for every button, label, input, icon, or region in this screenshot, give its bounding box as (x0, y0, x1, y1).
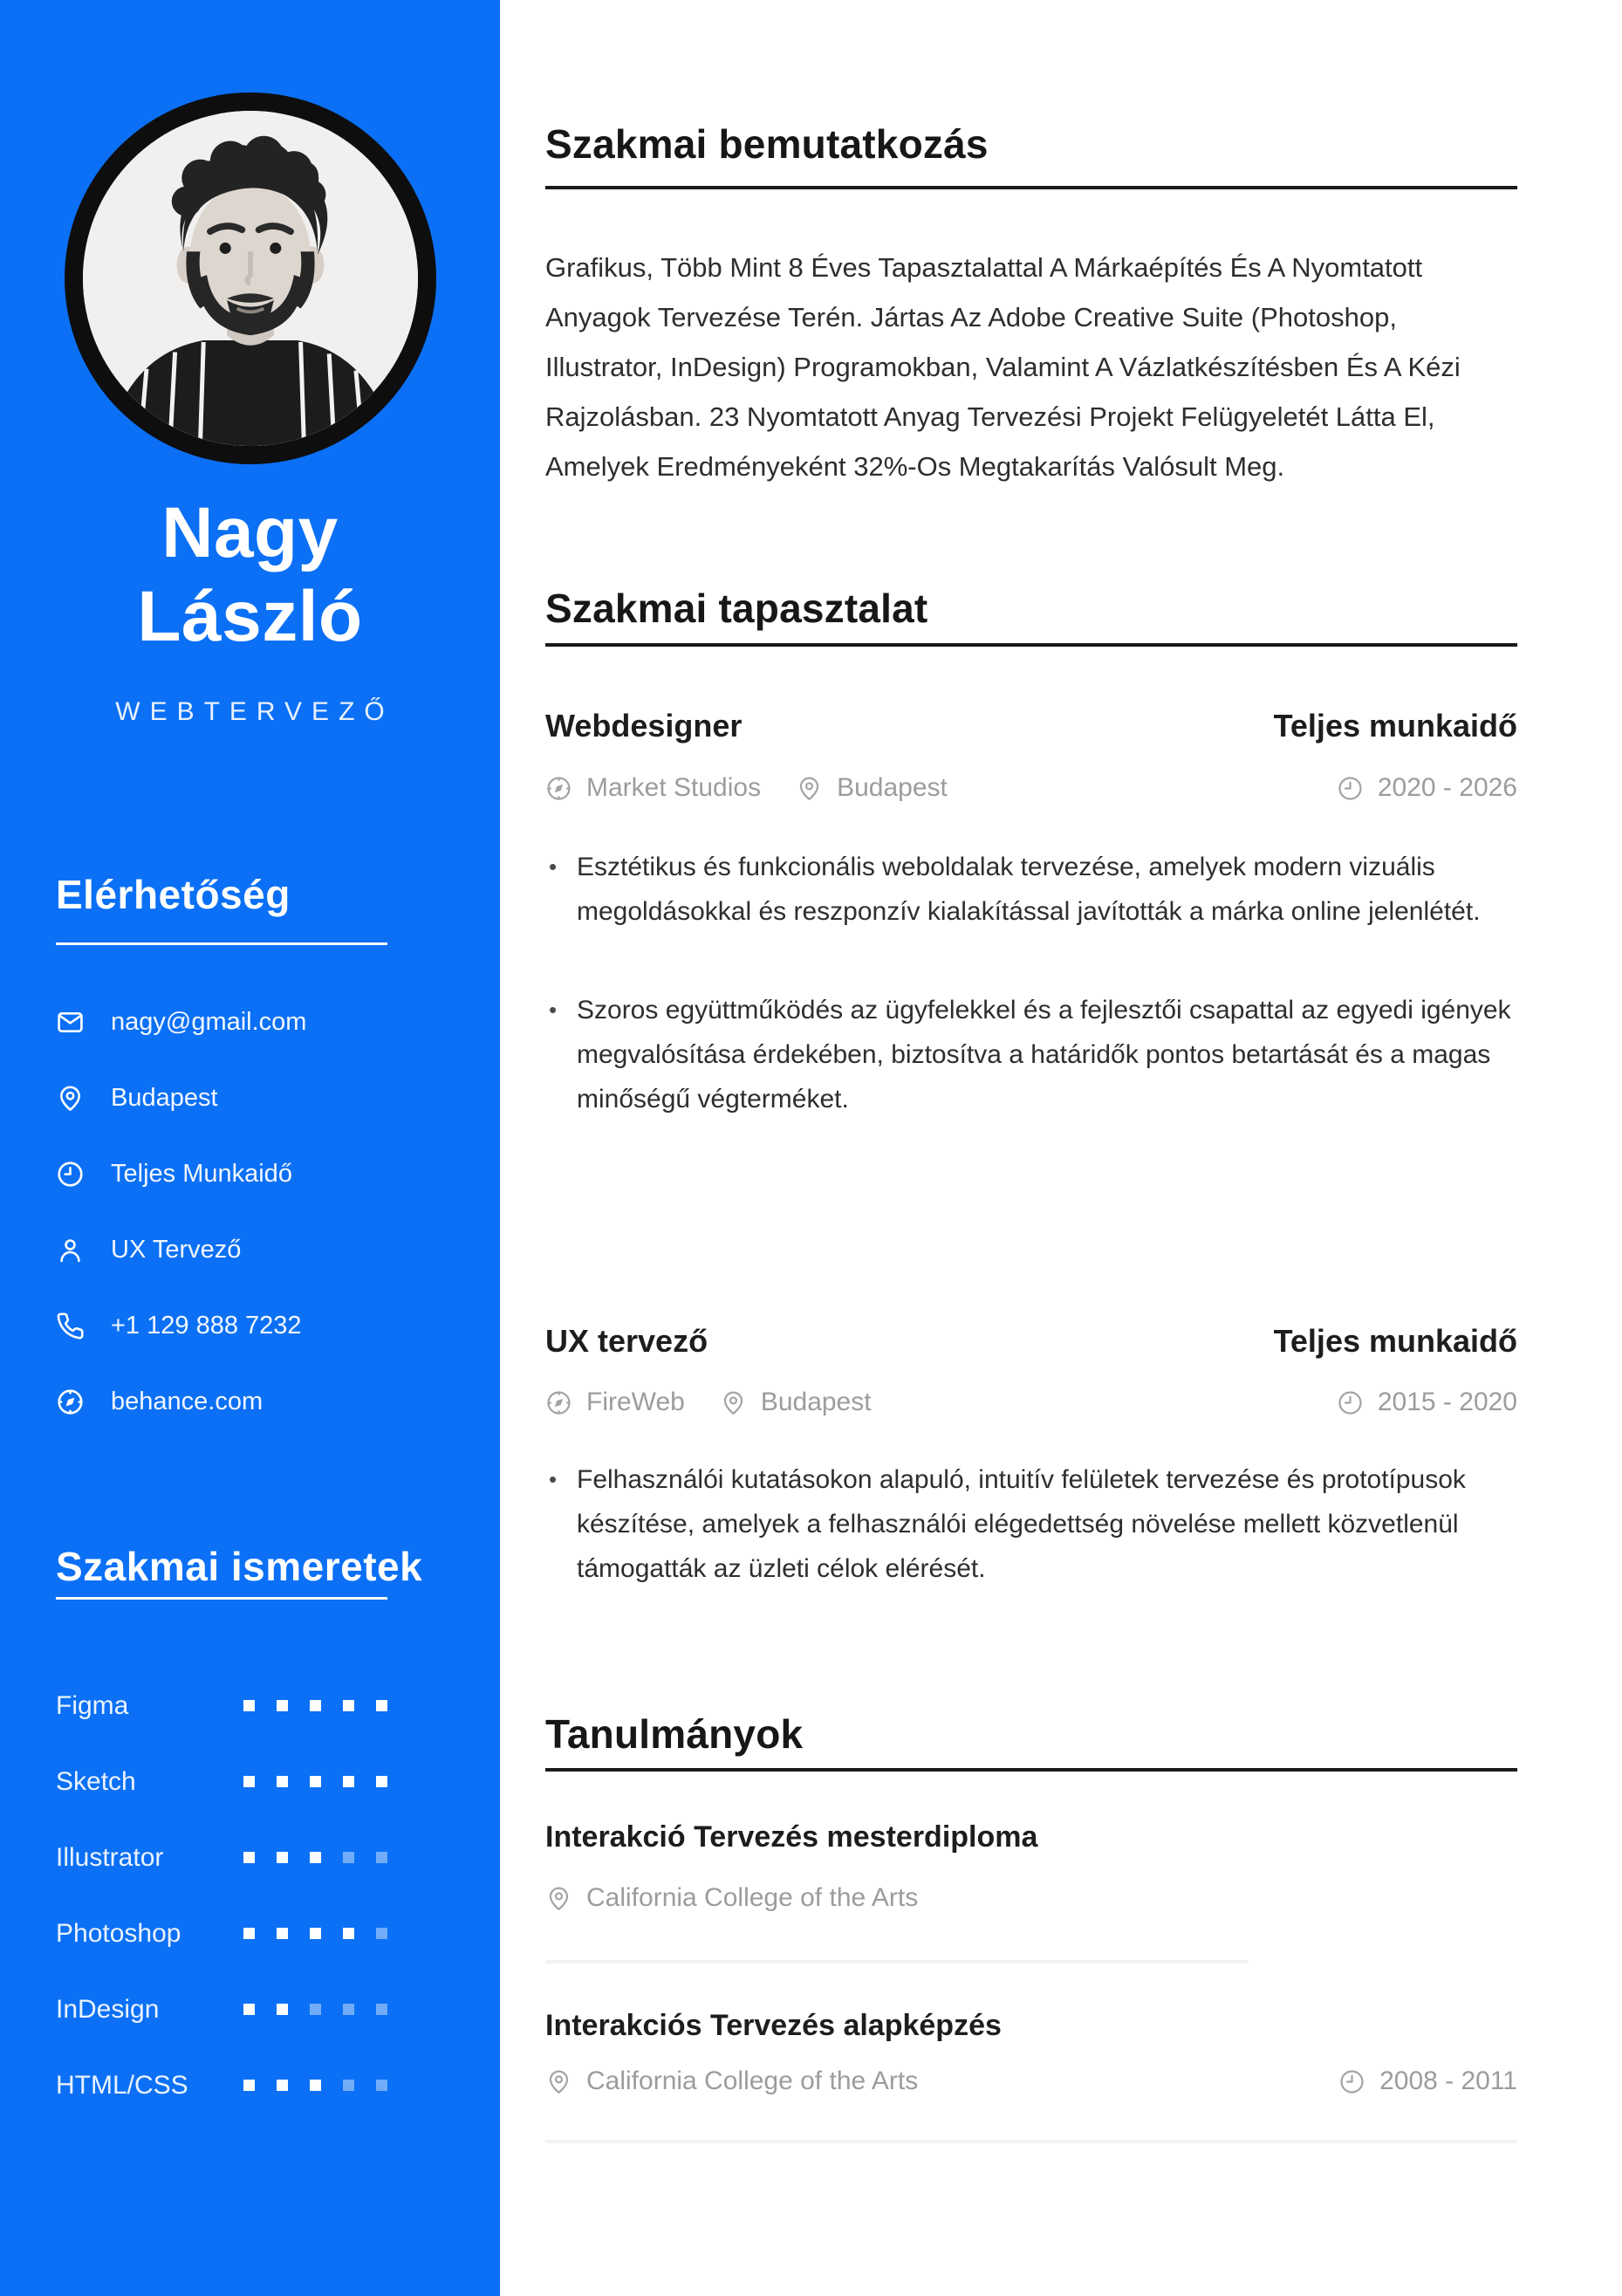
skill-row-photoshop (56, 1895, 387, 1971)
job-period-text: 2015 - 2020 (1377, 1388, 1517, 1416)
skills-heading: Szakmai ismeretek (56, 1544, 423, 1589)
pin-icon (545, 2068, 572, 2095)
skill-row-htmlcss (56, 2047, 387, 2123)
clock-icon (1337, 1389, 1364, 1416)
clock-icon (1338, 2068, 1365, 2095)
skill-label: Photoshop (56, 1918, 181, 1948)
compass-icon (56, 1388, 85, 1416)
compass-icon (545, 1389, 572, 1416)
education-heading-rule (545, 1768, 1517, 1772)
pin-icon (56, 1084, 85, 1113)
contact-item-location (56, 1060, 444, 1136)
contact-heading: Elérhetőség (56, 872, 291, 917)
education-divider (545, 2140, 1517, 2143)
job-period (1337, 773, 1517, 803)
contact-location-text: Budapest (111, 1084, 218, 1112)
skill-label: Illustrator (56, 1842, 164, 1872)
portrait-illustration (83, 111, 418, 446)
job-company (545, 773, 761, 803)
skill-rating (243, 1700, 387, 1711)
clock-icon (56, 1160, 85, 1189)
contact-website-text: behance.com (111, 1388, 263, 1415)
education-location-text: California College of the Arts (586, 1883, 919, 1912)
contact-heading-rule (56, 942, 387, 945)
education-title-row (545, 2009, 1517, 2043)
skill-label: InDesign (56, 1994, 160, 2024)
experience-heading: Szakmai tapasztalat (545, 586, 928, 631)
pin-icon (796, 775, 823, 802)
education-divider (545, 1960, 1249, 1964)
skill-rating (243, 2004, 387, 2015)
job-bullet: • Szoros együttműködés az ügyfelekkel és a fejlesztői csapattal az egyedi igények megvalósítása érdekében, biztosítva a határidők pontos betartását és a magas minőségű végterméket. (545, 988, 1517, 1121)
pin-icon (720, 1389, 747, 1416)
skill-rating (243, 1852, 387, 1863)
job-location-text: Budapest (837, 773, 948, 802)
job-company-text: FireWeb (586, 1388, 685, 1416)
job-meta-row (545, 773, 1517, 803)
job-company-text: Market Studios (586, 773, 762, 802)
profile-photo-ring (65, 93, 436, 464)
job-location (720, 1388, 872, 1417)
skill-row-illustrator (56, 1820, 387, 1895)
education-location (545, 1883, 918, 1913)
job-title-row (545, 1323, 1517, 1360)
phone-icon (56, 1312, 85, 1340)
skill-row-figma (56, 1668, 387, 1744)
job-period (1337, 1388, 1517, 1417)
skill-label: HTML/CSS (56, 2070, 188, 2100)
education-location (545, 2066, 918, 2096)
job-title: UX tervező (545, 1323, 708, 1359)
education-period-text: 2008 - 2011 (1379, 2066, 1517, 2095)
job-bullet: • Esztétikus és funkcionális weboldalak tervezése, amelyek modern vizuális megoldásokkal és reszponzív kialakítással javították a márka online jelenlétét. (545, 845, 1517, 934)
job-location (796, 773, 948, 803)
person-last-name: László (137, 576, 363, 656)
sidebar (0, 0, 500, 2296)
job-period-text: 2020 - 2026 (1377, 773, 1517, 802)
education-title: Interakció Tervezés mesterdiploma (545, 1820, 1038, 1854)
job-meta-row (545, 1388, 1517, 1417)
skills-heading-rule (56, 1597, 387, 1600)
contact-list (56, 984, 444, 1440)
about-heading: Szakmai bemutatkozás (545, 121, 989, 167)
skill-rating (243, 1928, 387, 1939)
clock-icon (1337, 775, 1364, 802)
education-location-text: California College of the Arts (586, 2066, 919, 2095)
job-location-text: Budapest (760, 1388, 872, 1416)
contact-profession-text: UX Tervező (111, 1236, 242, 1264)
profile-photo (83, 111, 418, 446)
skill-label: Sketch (56, 1766, 136, 1796)
job-title-row (545, 708, 1517, 744)
experience-heading-rule (545, 643, 1517, 647)
skill-label: Figma (56, 1690, 129, 1720)
skills-list (56, 1668, 387, 2123)
mail-icon (56, 1008, 85, 1037)
skill-row-sketch (56, 1744, 387, 1820)
person-role: WEBTERVEZŐ (115, 697, 394, 726)
skill-row-indesign (56, 1971, 387, 2047)
contact-item-email[interactable] (56, 984, 444, 1060)
contact-item-profession (56, 1212, 444, 1288)
pin-icon (545, 1885, 572, 1912)
contact-item-worktime (56, 1136, 444, 1212)
job-bullet-list (545, 845, 1517, 1175)
job-bullet-list (545, 1457, 1517, 1645)
skill-rating (243, 2080, 387, 2091)
contact-phone-text: +1 129 888 7232 (111, 1312, 302, 1340)
skill-rating (243, 1776, 387, 1787)
contact-worktime-text: Teljes Munkaidő (111, 1160, 292, 1188)
about-heading-rule (545, 186, 1517, 189)
person-first-name: Nagy (161, 493, 339, 572)
education-title: Interakciós Tervezés alapképzés (545, 2009, 1002, 2042)
contact-email-text: nagy@gmail.com (111, 1008, 307, 1036)
contact-item-website[interactable] (56, 1364, 444, 1440)
job-title: Webdesigner (545, 708, 743, 744)
about-text: Grafikus, Több Mint 8 Éves Tapasztalattal A Márkaépítés És A Nyomtatott Anyagok Tervezése Terén. Jártas Az Adobe Creative Suite (Photoshop, Illustrator, InDesign) Programokban, Valamint A Vázlatkészítésben És A Kézi Rajzolásban. 23 Nyomtatott Anyag Tervezési Projekt Felügyeletét Látta El, Amelyek Eredményeként 32%-Os Megtakarítás Valósult Meg. (545, 252, 1461, 482)
education-heading: Tanulmányok (545, 1711, 804, 1757)
job-bullet: • Felhasználói kutatásokon alapuló, intuitív felületek tervezése és prototípusok készítése, amelyek a felhasználói elégedettség növelése mellett közvetlenül támogatták az üzleti célok elérését. (545, 1457, 1517, 1591)
person-icon (56, 1236, 85, 1265)
education-period (1338, 2066, 1517, 2096)
education-meta-row (545, 1883, 1517, 1913)
person-name (0, 491, 500, 659)
education-title-row (545, 1820, 1517, 1854)
compass-icon (545, 775, 572, 802)
contact-item-phone (56, 1288, 444, 1364)
job-employment-type: Teljes munkaidő (1273, 708, 1517, 744)
job-employment-type: Teljes munkaidő (1273, 1323, 1517, 1359)
job-company (545, 1388, 685, 1417)
main-content (545, 0, 1517, 2296)
education-meta-row (545, 2066, 1517, 2096)
